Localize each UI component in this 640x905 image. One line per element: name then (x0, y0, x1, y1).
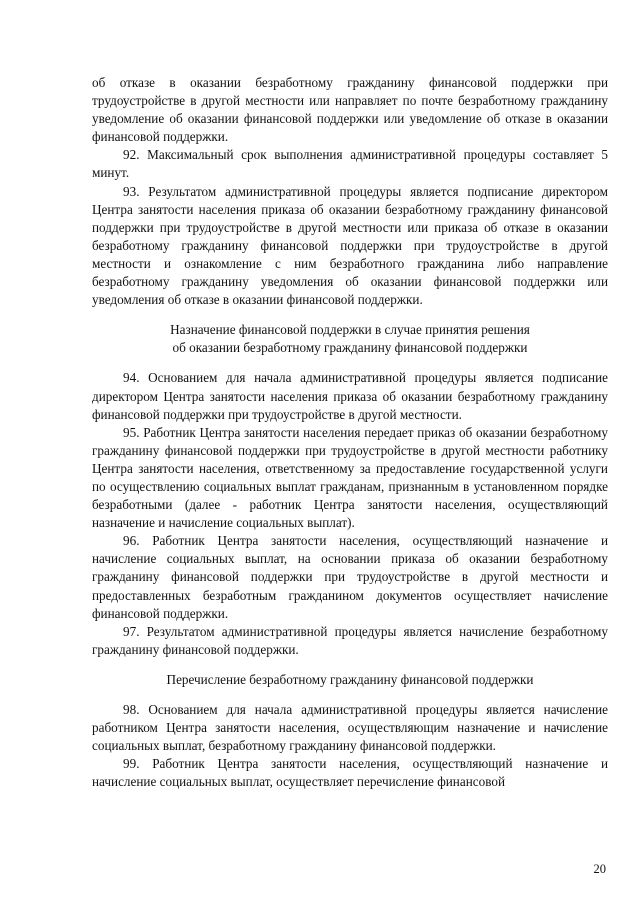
paragraph-99: 99. Работник Центра занятости населения, осуществляющий назначение и начисление социальных выплат, осуществляет перечисление финансовой (92, 756, 608, 790)
paragraph-95: 95. Работник Центра занятости населения передает приказ об оказании безработному гражданину финансовой поддержки при трудоустройстве в другой местности работнику Центра занятости населения, ответственному за предоставление государственной услуги по осуществлению социальных выплат гражданам, признанным в установленном порядке безработными (далее - работник Центра занятости населения, осуществляющий назначение и начисление социальных выплат). (92, 424, 608, 531)
paragraph-97: 97. Результатом административной процедуры является начисление безработному гражданину финансовой поддержки. (92, 623, 608, 657)
section-heading-assignment-line2: об оказании безработному гражданину финансовой поддержки (172, 340, 528, 356)
paragraph-98: 98. Основанием для начала административной процедуры является начисление работником Центра занятости населения, осуществляющим назначение и начисление социальных выплат, безработному гражданину финансовой поддержки. (92, 702, 608, 754)
document-page (92, 74, 608, 791)
paragraph-92: 92. Максимальный срок выполнения административной процедуры составляет 5 минут. (92, 147, 608, 181)
section-heading-assignment-line1: Назначение финансовой поддержки в случае принятия решения (170, 322, 530, 338)
page-number: 20 (593, 862, 606, 876)
paragraph-continuation: об отказе в оказании безработному гражданину финансовой поддержки при трудоустройстве в другой местности или направляет по почте безработному гражданину уведомление об оказании финансовой поддержки или уведомление об отказе в оказании финансовой поддержки. (92, 75, 608, 145)
paragraph-93: 93. Результатом административной процедуры является подписание директором Центра занятости населения приказа об оказании безработному гражданину финансовой поддержки при трудоустройстве в другой местности или приказа об отказе в оказании безработному гражданину финансовой поддержки при трудоустройстве в другой местности и ознакомление с ним безработного гражданина либо направление безработному гражданину уведомления об оказании финансовой поддержки или уведомления об отказе в оказании финансовой поддержки. (92, 183, 608, 308)
section-heading-transfer: Перечисление безработному гражданину финансовой поддержки (166, 671, 534, 687)
paragraph-94: 94. Основанием для начала административной процедуры является подписание директором Центра занятости населения приказа об оказании безработному гражданину финансовой поддержки при трудоустройстве в другой местности. (92, 370, 608, 422)
paragraph-96: 96. Работник Центра занятости населения, осуществляющий назначение и начисление социальных выплат, на основании приказа об оказании безработному гражданину финансовой поддержки при трудоустройстве в другой местности и предоставленных безработным гражданином документов осуществляет начисление финансовой поддержки. (92, 533, 608, 621)
